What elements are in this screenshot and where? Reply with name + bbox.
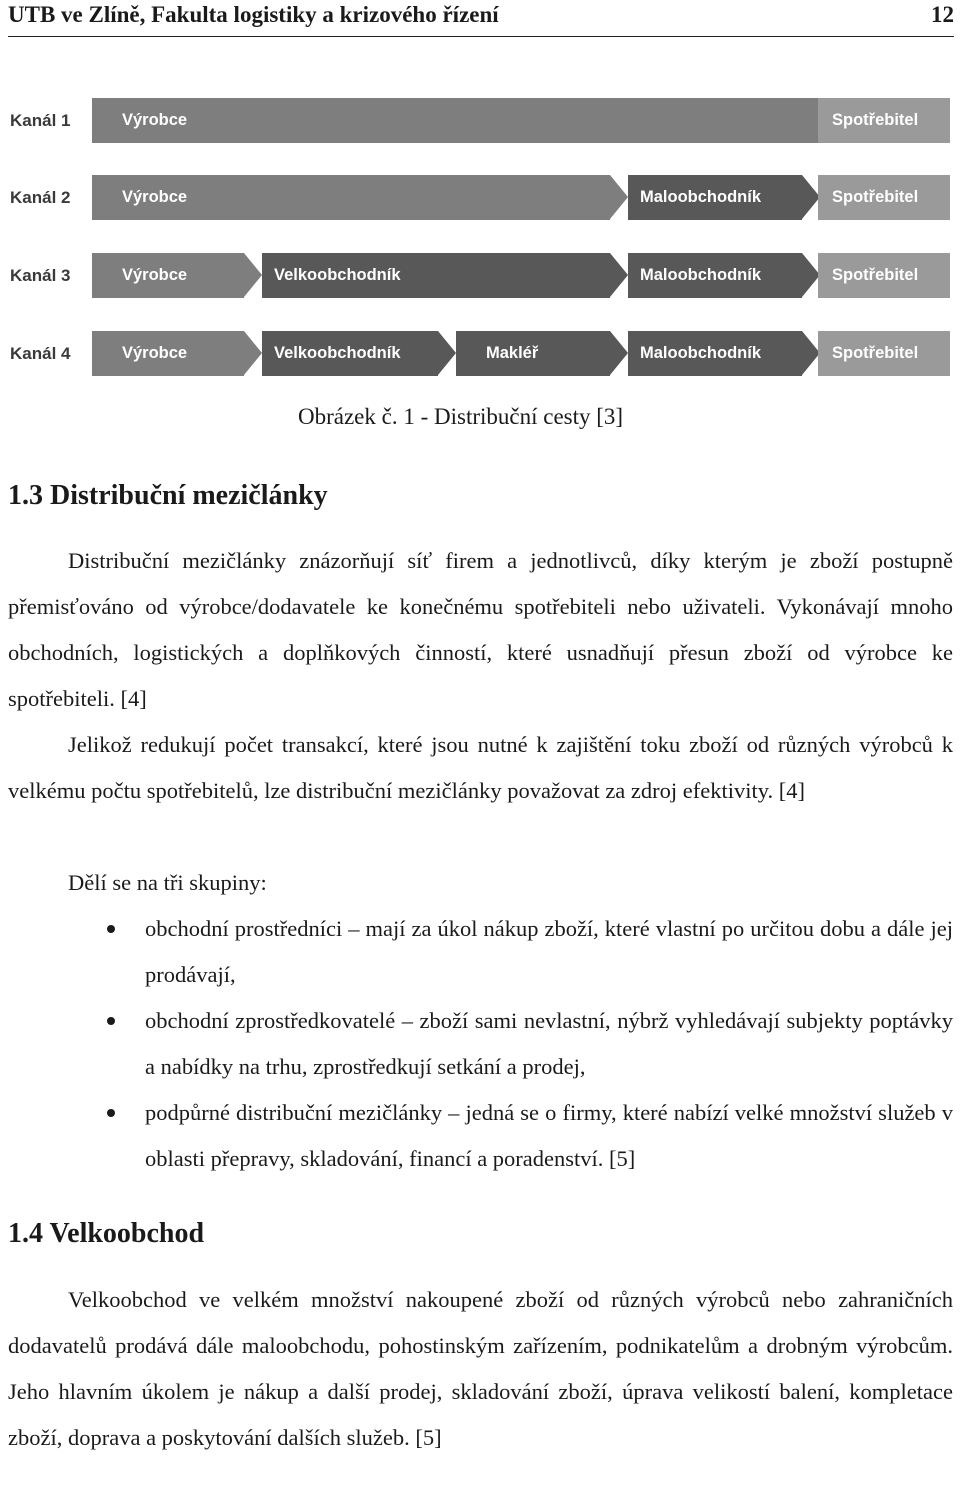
section-heading-1-4: 1.4 Velkoobchod xyxy=(8,1218,205,1249)
channel-2-retailer xyxy=(628,175,802,220)
box-label: Maloobchodník xyxy=(640,188,761,206)
channel-4-broker xyxy=(456,331,610,376)
header-title: UTB ve Zlíně, Fakulta logistiky a krizového řízení xyxy=(8,2,499,27)
box-label: Velkoobchodník xyxy=(274,266,401,284)
channel-3-consumer xyxy=(818,253,950,298)
figure-caption: Obrázek č. 1 - Distribuční cesty [3] xyxy=(298,404,624,429)
box-label: Spotřebitel xyxy=(832,266,919,284)
box-label: Výrobce xyxy=(122,188,188,206)
paragraph-groups-intro xyxy=(8,860,953,906)
box-label: Spotřebitel xyxy=(832,111,919,129)
channel-4-consumer xyxy=(818,331,950,376)
channel-4-label: Kanál 4 xyxy=(10,344,71,363)
channel-1-label: Kanál 1 xyxy=(10,111,71,130)
paragraph-text: Dělí se na tři skupiny: xyxy=(68,870,267,895)
channel-2-producer xyxy=(92,175,610,220)
intermediary-groups-list xyxy=(0,906,960,1182)
channel-3-producer xyxy=(92,253,244,298)
box-label: Výrobce xyxy=(122,266,188,284)
channel-4-wholesaler xyxy=(262,331,438,376)
box-label: Makléř xyxy=(486,344,539,362)
paragraph-text: Jelikož redukují počet transakcí, které jsou nutné k zajištění toku zboží od různých výrobců k velkému počtu spotřebitelů, lze distribuční mezičlánky považovat za zdroj efektivity. [4] xyxy=(8,732,953,803)
box-label: Spotřebitel xyxy=(832,344,919,362)
bullet-icon xyxy=(107,1017,115,1025)
paragraph-efficiency xyxy=(8,722,953,814)
channel-4-producer xyxy=(92,331,244,376)
box-label: Maloobchodník xyxy=(640,266,761,284)
bullet-icon xyxy=(107,925,115,933)
box-label: Velkoobchodník xyxy=(274,344,401,362)
box-label: Výrobce xyxy=(122,344,188,362)
page-number: 12 xyxy=(931,2,954,27)
paragraph-wholesale xyxy=(8,1277,953,1461)
list-item: obchodní prostředníci – mají za úkol nákup zboží, které vlastní po určitou dobu a dále jej prodávají, xyxy=(145,906,953,998)
page-header xyxy=(8,0,954,37)
box-label: Spotřebitel xyxy=(832,188,919,206)
box-label: Výrobce xyxy=(122,111,188,129)
channel-3-retailer xyxy=(628,253,802,298)
paragraph-text: Velkoobchod ve velkém množství nakoupené zboží od různých výrobců nebo zahraničních dodavatelů prodává dále maloobchodu, pohostinským zařízením, podnikatelům a drobným výrobcům. Jeho hlavním úkolem je nákup a další prodej, skladování zboží, úprava velikostí balení, kompletace zboží, doprava a poskytování dalších služeb. [5] xyxy=(8,1287,953,1450)
paragraph-text: Distribuční mezičlánky znázorňují síť firem a jednotlivců, díky kterým je zboží postupně přemisťováno od výrobce/dodavatele ke konečnému spotřebiteli nebo uživateli. Vykonávají mnoho obchodních, logistických a doplňkových činností, které usnadňují přesun zboží od výrobce ke spotřebiteli. [4] xyxy=(8,548,953,711)
list-item: obchodní zprostředkovatelé – zboží sami nevlastní, nýbrž vyhledávají subjekty poptávky a nabídky na trhu, zprostředkují setkání a prodej, xyxy=(145,998,953,1090)
channel-4-retailer xyxy=(628,331,802,376)
box-label: Maloobchodník xyxy=(640,344,761,362)
channel-3-label: Kanál 3 xyxy=(10,266,71,285)
channel-3-wholesaler xyxy=(262,253,610,298)
channel-2-label: Kanál 2 xyxy=(10,188,71,207)
distribution-channels-diagram xyxy=(0,88,960,378)
channel-1-consumer xyxy=(818,98,950,143)
bullet-icon xyxy=(107,1109,115,1117)
channel-2-consumer xyxy=(818,175,950,220)
list-item: podpůrné distribuční mezičlánky – jedná se o firmy, které nabízí velké množství služeb v oblasti přepravy, skladování, financí a poradenství. [5] xyxy=(145,1090,953,1182)
section-heading-1-3: 1.3 Distribuční mezičlánky xyxy=(8,480,328,511)
paragraph-intermediaries-intro xyxy=(8,538,953,722)
